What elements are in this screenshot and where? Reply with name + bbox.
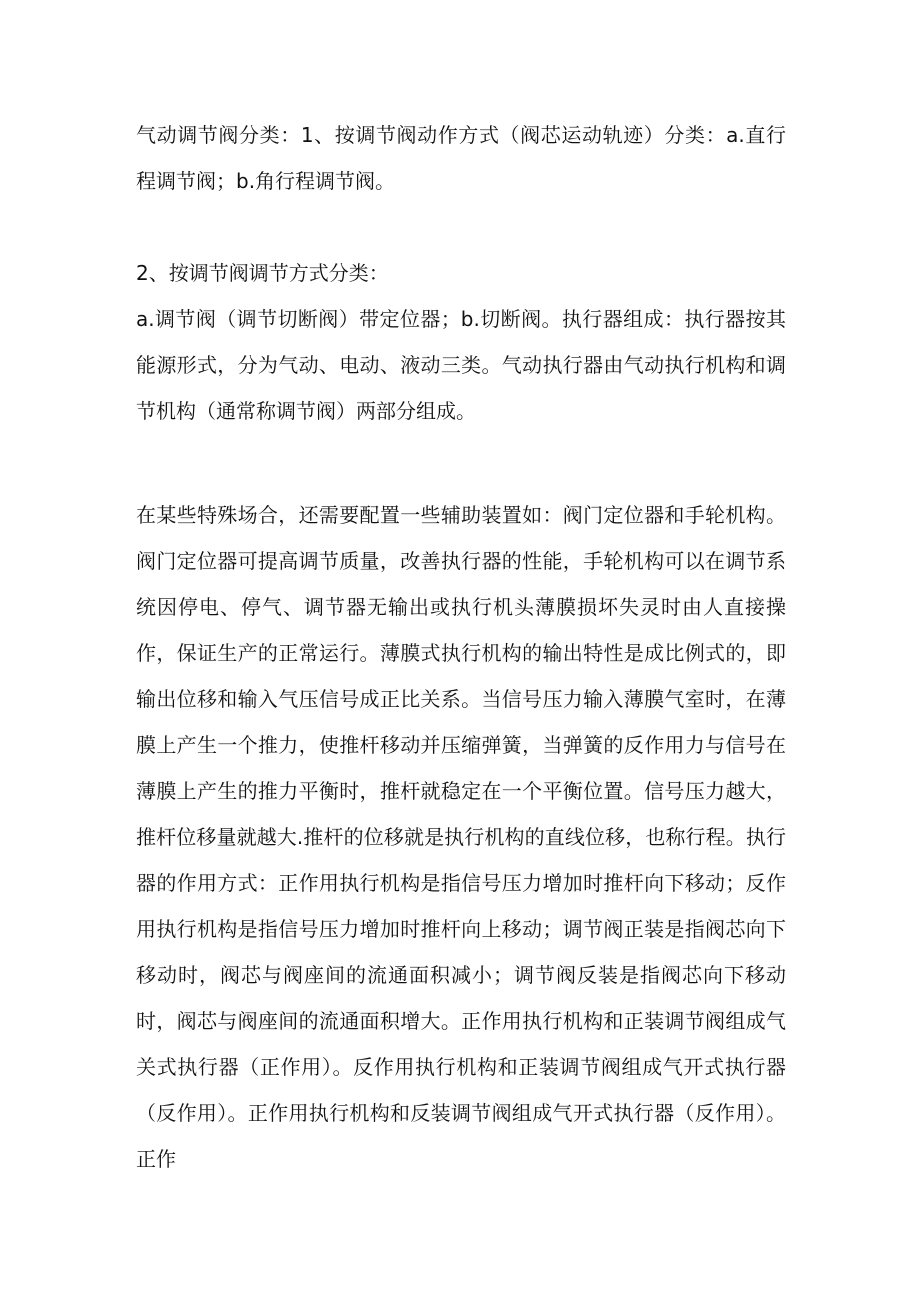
paragraph-valve-classification: 气动调节阀分类：1、按调节阀动作方式（阀芯运动轨迹）分类：a.直行程调节阀；b.角行程调节阀。 (136, 123, 786, 193)
paragraph-auxiliary-devices: 在某些特殊场合，还需要配置一些辅助装置如：阀门定位器和手轮机构。阀门定位器可提高调节质量，改善执行器的性能，手轮机构可以在调节系统因停电、停气、调节器无输出或执行机头薄膜损坏失灵时由人直接操作，保证生产的正常运行。薄膜式执行机构的输出特性是成比例式的，即输出位移和输入气压信号成正比关系。当信号压力输入薄膜气室时，在薄膜上产生一个推力，使推杆移动并压缩弹簧，当弹簧的反作用力与信号在薄膜上产生的推力平衡时，推杆就稳定在一个平衡位置。信号压力越大，推杆位移量就越大.推杆的位移就是执行机构的直线位移，也称行程。执行器的作用方式：正作用执行机构是指信号压力增加时推杆向下移动；反作用执行机构是指信号压力增加时推杆向上移动；调节阀正装是指阀芯向下移动时，阀芯与阀座间的流通面积减小；调节阀反装是指阀芯向下移动时，阀芯与阀座间的流通面积增大。正作用执行机构和正装调节阀组成气关式执行器（正作用）。反作用执行机构和正装调节阀组成气开式执行器（反作用）。正作用执行机构和反装调节阀组成气开式执行器（反作用）。正作 (136, 503, 786, 1171)
paragraph-actuator-composition: a.调节阀（调节切断阀）带定位器；b.切断阀。执行器组成：执行器按其能源形式，分为气动、电动、液动三类。气动执行器由气动执行机构和调节机构（通常称调节阀）两部分组成。 (136, 307, 786, 423)
paragraph-adjustment-method-heading: 2、按调节阀调节方式分类： (136, 261, 389, 285)
